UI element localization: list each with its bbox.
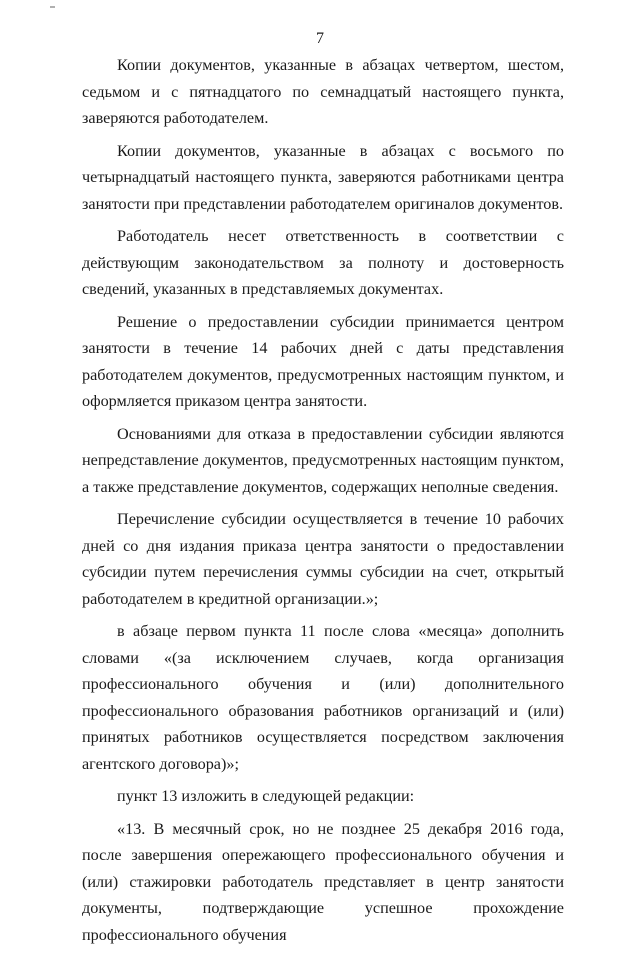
paragraph-employer-responsibility: Работодатель несет ответственность в соответствии с действующим законодательством за полноту и достоверность сведений, указанных в представляемых документах. xyxy=(82,227,564,298)
paragraph-item-11-amendment: в абзаце первом пункта 11 после слова «месяца» дополнить словами «(за исключением случаев, когда организация профессионального обучения и (или) дополнительного профессионального образования работников организаций и (или) принятых работников осуществляется посредством заключения агентского договора)»; xyxy=(82,622,564,773)
paragraph-item-13-text: «13. В месячный срок, но не позднее 25 декабря 2016 года, после завершения опережающего профессионального обучения и (или) стажировки работодатель представляет в центр занятости документы, подтверждающие успешное прохождение профессионального обучения xyxy=(82,819,564,944)
paragraph-refusal-grounds: Основаниями для отказа в предоставлении субсидии являются непредставление документов, предусмотренных настоящим пунктом, а также представление документов, содержащих неполные сведения. xyxy=(82,424,564,496)
body-text xyxy=(82,52,564,954)
paragraph-copies-center: Копии документов, указанные в абзацах с восьмого по четырнадцатый настоящего пункта, заверяются работниками центра занятости при представлении работодателем оригиналов документов. xyxy=(82,141,564,213)
paragraph-subsidy-transfer: Перечисление субсидии осуществляется в течение 10 рабочих дней со дня издания приказа центра занятости о предоставлении субсидии путем перечисления суммы субсидии на счет, открытый работодателем в кредитной организации.»; xyxy=(82,510,564,608)
paragraph-item-13-intro: пункт 13 изложить в следующей редакции: xyxy=(117,787,415,805)
scan-mark xyxy=(50,6,55,8)
paragraph-subsidy-decision: Решение о предоставлении субсидии принимается центром занятости в течение 14 рабочих дней с даты представления работодателем документов, предусмотренных настоящим пунктом, и оформляется приказом центра занятости. xyxy=(82,312,564,410)
paragraph-copies-employer: Копии документов, указанные в абзацах четвертом, шестом, седьмом и с пятнадцатого по семнадцатый настоящего пункта, заверяются работодателем. xyxy=(82,56,564,127)
page-number: 7 xyxy=(316,30,324,47)
